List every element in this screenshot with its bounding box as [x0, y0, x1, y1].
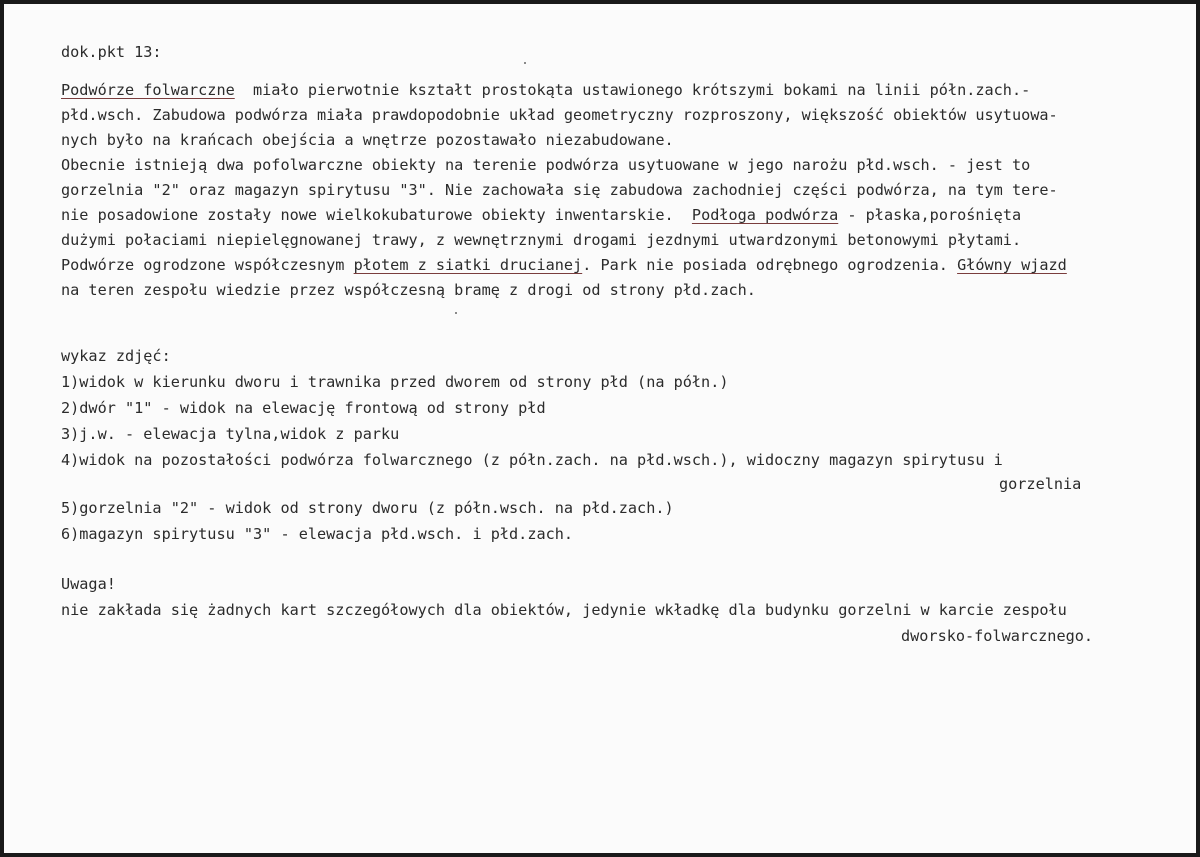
- paper-speck: [524, 62, 526, 64]
- underlined-term-podworze: Podwórze folwarczne: [61, 81, 235, 99]
- para1-line4: Obecnie istnieją dwa pofolwarczne obiekty na terenie podwórza usytuowane w jego narożu płd.wsch. - jest to: [61, 156, 1031, 174]
- para1-line8: [61, 255, 1067, 275]
- note-title: Uwaga!: [61, 575, 116, 593]
- para1-line6: [61, 205, 1021, 225]
- para1-line5: gorzelnia "2" oraz magazyn spirytusu "3". Nie zachowała się zabudowa zachodniej części podwórza, na tym tere-: [61, 181, 1058, 199]
- photo-list-item: 1)widok w kierunku dworu i trawnika przed dworem od strony płd (na półn.): [61, 373, 729, 391]
- photo-list-title: wykaz zdjęć:: [61, 347, 171, 365]
- photo-list-item: 2)dwór "1" - widok na elewację frontową od strony płd: [61, 399, 546, 417]
- para1-line6-a: nie posadowione zostały nowe wielkokubaturowe obiekty inwentarskie.: [61, 206, 692, 224]
- photo-list-item: 6)magazyn spirytusu "3" - elewacja płd.wsch. i płd.zach.: [61, 525, 574, 543]
- para1-line8-a: Podwórze ogrodzone współczesnym: [61, 256, 354, 274]
- document-heading: dok.pkt 13:: [61, 43, 162, 61]
- para1-line8-b: . Park nie posiada odrębnego ogrodzenia.: [582, 256, 958, 274]
- note-line2: dworsko-folwarcznego.: [901, 627, 1094, 645]
- para1-line7: dużymi połaciami niepielęgnowanej trawy, z wewnętrznymi drogami jezdnymi utwardzonymi betonowymi płytami.: [61, 231, 1022, 249]
- note-line1: nie zakłada się żadnych kart szczegółowych dla obiektów, jedynie wkładkę dla budynku gorzelni w karcie zespołu: [61, 601, 1067, 619]
- photo-list-item-continuation: gorzelnia: [999, 475, 1082, 493]
- para1-line1: [61, 80, 1030, 100]
- photo-list-item: 3)j.w. - elewacja tylna,widok z parku: [61, 425, 400, 443]
- underlined-term-wjazd: Główny wjazd: [957, 256, 1067, 274]
- para1-line2: płd.wsch. Zabudowa podwórza miała prawdopodobnie układ geometryczny rozproszony, większość obiektów usytuowa-: [61, 106, 1058, 124]
- photo-list-item: 4)widok na pozostałości podwórza folwarcznego (z półn.zach. na płd.wsch.), widoczny magazyn spirytusu i: [61, 451, 1003, 469]
- typed-document-sheet: [4, 4, 1196, 853]
- underlined-term-plot: płotem z siatki drucianej: [353, 256, 583, 274]
- para1-line1-rest: miało pierwotnie kształt prostokąta ustawionego krótszymi bokami na linii półn.zach.-: [234, 81, 1031, 99]
- underlined-term-podloga: Podłoga podwórza: [691, 206, 839, 224]
- para1-line6-b: - płaska,porośnięta: [838, 206, 1022, 224]
- photo-list-item: 5)gorzelnia "2" - widok od strony dworu (z półn.wsch. na płd.zach.): [61, 499, 674, 517]
- para1-line9: na teren zespołu wiedzie przez współczesną bramę z drogi od strony płd.zach.: [61, 281, 756, 299]
- paper-speck: [455, 312, 457, 314]
- para1-line3: nych było na krańcach obejścia a wnętrze pozostawało niezabudowane.: [61, 131, 674, 149]
